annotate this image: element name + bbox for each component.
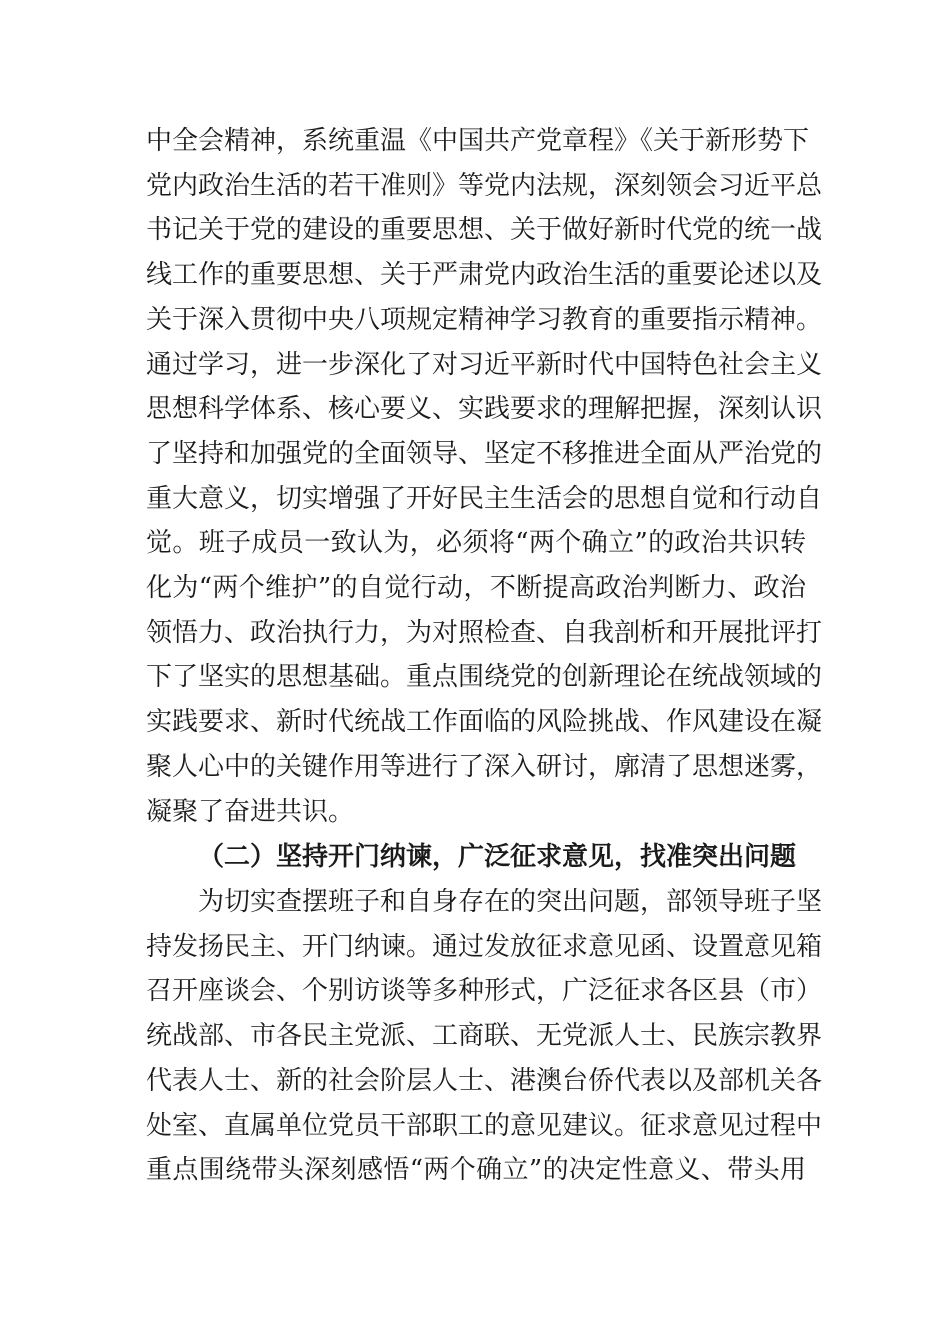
- text-line: 思想科学体系、核心要义、实践要求的理解把握，深刻认识: [146, 394, 823, 425]
- heading-text: （二）坚持开门纳谏，广泛征求意见，找准突出问题: [198, 842, 797, 872]
- text-line: 重点围绕带头深刻感悟“两个确立”的决定性意义、带头用: [146, 1155, 806, 1186]
- text-line: 重大意义，切实增强了开好民主生活会的思想自觉和行动自: [146, 483, 823, 514]
- text-line: 召开座谈会、个别访谈等多种形式，广泛征求各区县（市）: [146, 976, 823, 1007]
- text-line: 关于深入贯彻中央八项规定精神学习教育的重要指示精神。: [146, 304, 823, 335]
- text-line: 实践要求、新时代统战工作面临的风险挑战、作风建设在凝: [146, 707, 823, 738]
- text-line: 持发扬民主、开门纳谏。通过发放征求意见函、设置意见箱: [146, 931, 823, 962]
- text-line: 凝聚了奋进共识。: [146, 796, 355, 827]
- text-line: 党内政治生活的若干准则》等党内法规，深刻领会习近平总: [146, 170, 823, 201]
- text-line: 化为“两个维护”的自觉行动，不断提高政治判断力、政治: [146, 573, 806, 603]
- text-line: 书记关于党的建设的重要思想、关于做好新时代党的统一战: [146, 215, 823, 246]
- text-line: 中全会精神，系统重温《中国共产党章程》《关于新形势下: [146, 126, 810, 156]
- text-line: 通过学习，进一步深化了对习近平新时代中国特色社会主义: [146, 349, 823, 380]
- text-line: 下了坚实的思想基础。重点围绕党的创新理论在统战领域的: [146, 662, 823, 693]
- text-line: 聚人心中的关键作用等进行了深入研讨，廓清了思想迷雾，: [146, 751, 823, 782]
- text-line: 统战部、市各民主党派、工商联、无党派人士、民族宗教界: [146, 1021, 823, 1052]
- text-line: 为切实查摆班子和自身存在的突出问题，部领导班子坚: [198, 887, 823, 917]
- text-line: 了坚持和加强党的全面领导、坚定不移推进全面从严治党的: [146, 438, 823, 469]
- text-line: 处室、直属单位党员干部职工的意见建议。征求意见过程中: [146, 1110, 823, 1141]
- text-line: 领悟力、政治执行力，为对照检查、自我剖析和开展批评打: [146, 617, 823, 648]
- text-line: 觉。班子成员一致认为，必须将“两个确立”的政治共识转: [146, 528, 806, 559]
- text-line: 线工作的重要思想、关于严肃党内政治生活的重要论述以及: [146, 260, 823, 291]
- text-line: 代表人士、新的社会阶层人士、港澳台侨代表以及部机关各: [146, 1065, 823, 1096]
